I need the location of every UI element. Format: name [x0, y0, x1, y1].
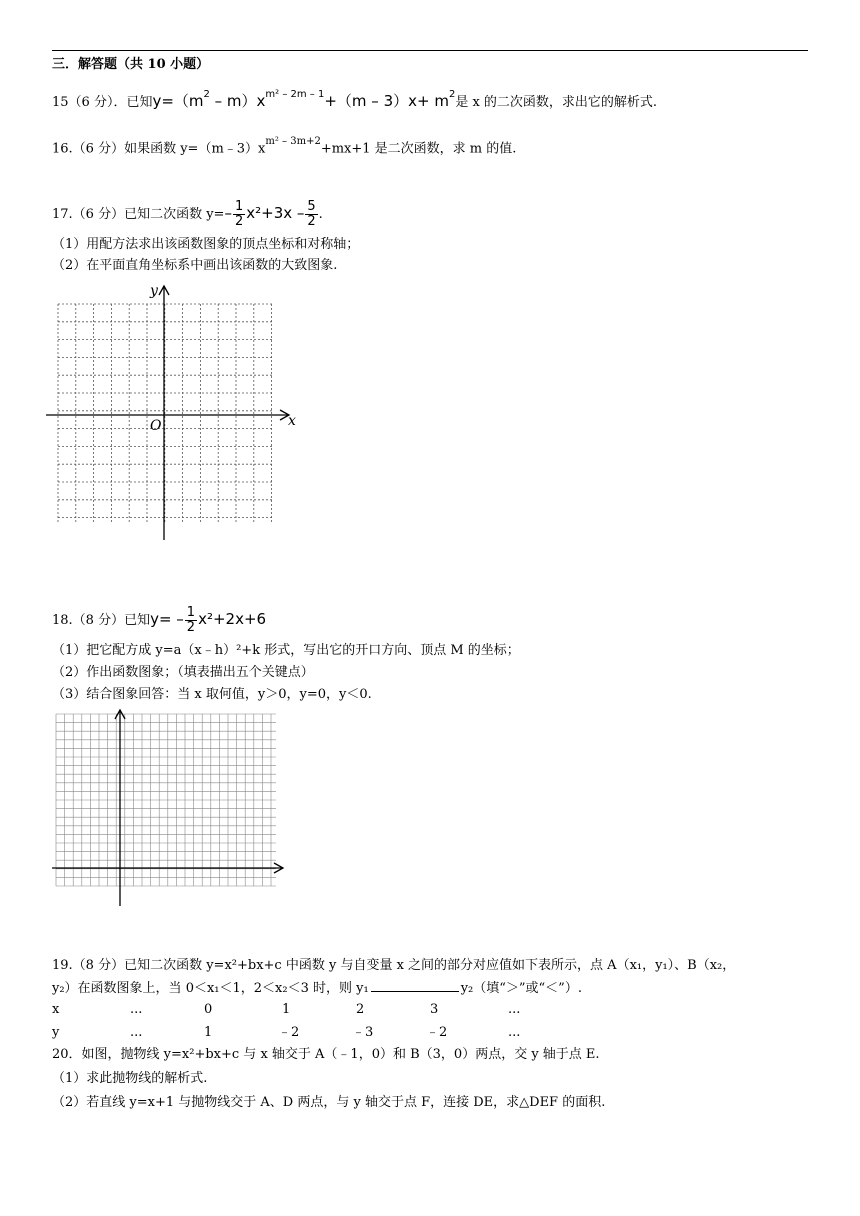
table-cell: ﹣3	[352, 1025, 374, 1040]
q17-sub1: （1）用配方法求出该函数图象的顶点坐标和对称轴；	[52, 237, 360, 252]
q18-fraction: $\frac{1}{2}$	[186, 605, 196, 635]
top-rule	[52, 50, 808, 51]
q15-prefix: 15（6 分）．已知	[52, 95, 153, 110]
q19-answer-blank	[371, 979, 459, 992]
q19-line2: y₂）在函数图象上，当 0＜x₁＜1，2＜x₂＜3 时，则 y₁ y₂（填“＞”或“＜”）.	[52, 981, 582, 996]
question-17: 17.（6 分）已知二次函数 y=– $\frac{1}{2}$ x²+3x – $\frac{5}{2}$ .	[52, 199, 323, 229]
question-15	[52, 89, 657, 112]
q15-suffix: 是 x 的二次函数，求出它的解析式.	[455, 95, 658, 110]
q20-sub1: （1）求此抛物线的解析式.	[52, 1071, 208, 1086]
table-cell: ﹣2	[278, 1025, 300, 1040]
q20-line1: 20．如图，抛物线 y=x²+bx+c 与 x 轴交于 A（﹣1，0）和 B（3，0）两点，交 y 轴于点 E.	[52, 1047, 600, 1062]
q18-sub1: （1）把它配方成 y=a（x﹣h）²+k 形式，写出它的开口方向、顶点 M 的坐标；	[52, 643, 520, 658]
q17-fraction-2: $\frac{5}{2}$	[307, 199, 316, 229]
q17-x-label: x	[288, 413, 296, 429]
q16-exponent: m² – 3m+2	[265, 136, 321, 147]
table-cell: ...	[508, 1025, 521, 1040]
q20-sub2: （2）若直线 y=x+1 与抛物线交于 A、D 两点，与 y 轴交于点 F，连接 DE，求△DEF 的面积.	[52, 1095, 606, 1110]
table-cell: ﹣2	[426, 1025, 448, 1040]
table-cell: 3	[430, 1002, 439, 1017]
q17-y-label: y	[150, 283, 158, 299]
q18-sub3: （3）结合图象回答：当 x 取何值，y＞0，y=0，y＜0.	[52, 687, 372, 702]
table-cell: ...	[130, 1002, 143, 1017]
table-cell: 2	[356, 1002, 365, 1017]
table-cell: 0	[204, 1002, 213, 1017]
q19-line1: 19.（8 分）已知二次函数 y=x²+bx+c 中函数 y 与自变量 x 之间的部分对应值如下表所示，点 A（x₁，y₁）、B（x₂，	[52, 958, 736, 973]
table-cell: ...	[130, 1025, 143, 1040]
q17-sub2: （2）在平面直角坐标系中画出该函数的大致图象.	[52, 258, 338, 273]
q15-formula: $y=(m^2 - m)x^{m^2 - 2m - 1}+(m - 3)x+ m^2$	[152, 89, 456, 110]
table-cell: 1	[282, 1002, 291, 1017]
q17-fraction-1: $\frac{1}{2}$	[234, 199, 244, 229]
table-cell: y	[52, 1025, 60, 1040]
table-cell: ...	[508, 1002, 521, 1017]
question-16: 16.（6 分）如果函数 $y=(m﹣3)x^{m^2 - 3m+2}+mx+1$ 是二次函数，求 m 的值.	[52, 136, 517, 157]
table-cell: 1	[204, 1025, 213, 1040]
q18-coordinate-grid	[50, 708, 290, 908]
question-18: 18.（8 分）已知y= – $\frac{1}{2}$ x²+2x+6	[52, 605, 267, 635]
q17-coordinate-grid	[40, 282, 300, 544]
q18-sub2: （2）作出函数图象；（填表描出五个关键点）	[52, 665, 314, 680]
table-cell: x	[52, 1002, 60, 1017]
q17-origin-label: O	[150, 418, 162, 434]
section-header: 三．解答题（共 10 小题）	[52, 57, 210, 72]
